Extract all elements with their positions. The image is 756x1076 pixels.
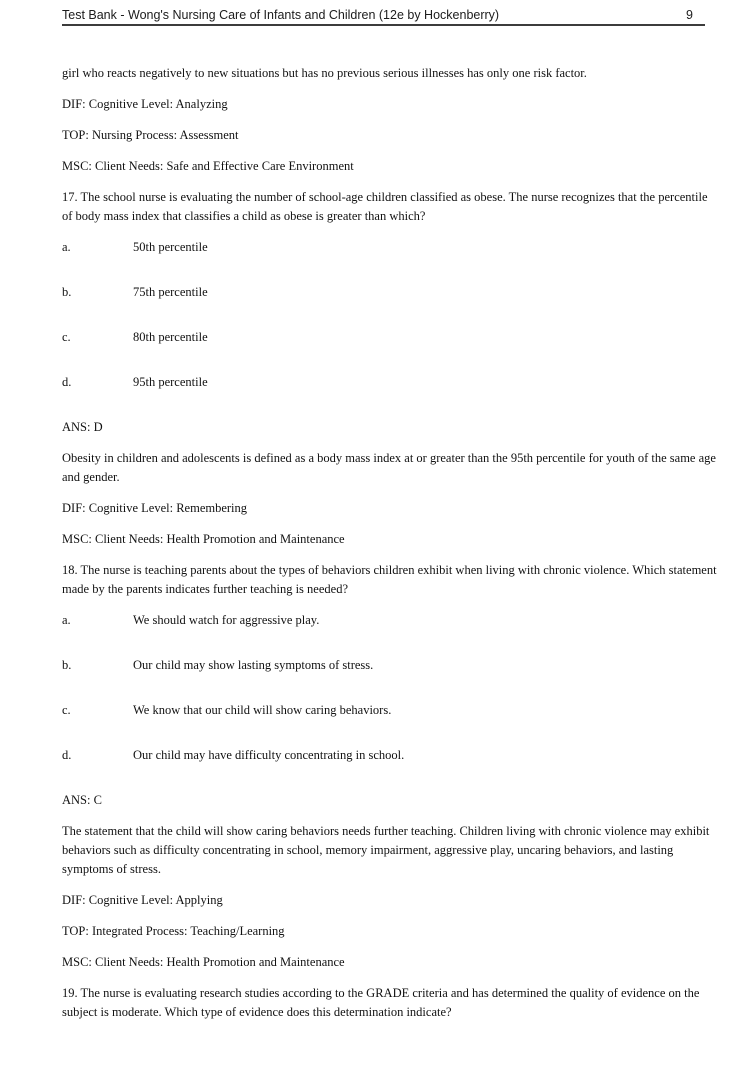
option-letter: b.	[62, 285, 72, 299]
page-header	[62, 8, 705, 26]
paragraph: girl who reacts negatively to new situations but has no previous serious illnesses has only one risk factor.	[62, 66, 587, 80]
option-text: 75th percentile	[133, 285, 208, 299]
option-text: 50th percentile	[133, 240, 208, 254]
answer-options	[62, 238, 717, 392]
option-row	[62, 373, 717, 392]
option-text: 80th percentile	[133, 330, 208, 344]
option-letter: c.	[62, 703, 71, 717]
option-letter: a.	[62, 240, 71, 254]
paragraph: Obesity in children and adolescents is defined as a body mass index at or greater than the 95th percentile for youth of the same age and gender.	[62, 451, 716, 484]
option-row	[62, 701, 717, 720]
paragraph: DIF: Cognitive Level: Analyzing	[62, 97, 228, 111]
page-number: 9	[686, 8, 693, 22]
option-text: Our child may have difficulty concentrating in school.	[133, 748, 405, 762]
paragraph: MSC: Client Needs: Safe and Effective Care Environment	[62, 159, 354, 173]
option-text: We know that our child will show caring behaviors.	[133, 703, 392, 717]
paragraph: TOP: Nursing Process: Assessment	[62, 128, 239, 142]
answer-text: ANS: D	[62, 420, 103, 434]
question-text: 17. The school nurse is evaluating the number of school-age children classified as obese. The nurse recognizes that the percentile of body mass index that classifies a child as obese is greater than which?	[62, 190, 708, 223]
option-text: We should watch for aggressive play.	[133, 613, 320, 627]
document-body	[62, 64, 717, 1022]
question-text: 19. The nurse is evaluating research studies according to the GRADE criteria and has determined the quality of evidence on the subject is moderate. Which type of evidence does this determination indicate?	[62, 986, 700, 1019]
option-letter: d.	[62, 748, 72, 762]
option-letter: d.	[62, 375, 72, 389]
option-row	[62, 656, 717, 675]
header-title: Test Bank - Wong's Nursing Care of Infants and Children (12e by Hockenberry)	[62, 8, 500, 22]
question-text: 18. The nurse is teaching parents about the types of behaviors children exhibit when living with chronic violence. Which statement made by the parents indicates further teaching is needed?	[62, 563, 717, 596]
option-row	[62, 238, 717, 257]
answer-options	[62, 611, 717, 765]
answer-text: ANS: C	[62, 793, 102, 807]
option-row	[62, 283, 717, 302]
paragraph: TOP: Integrated Process: Teaching/Learning	[62, 924, 285, 938]
paragraph: MSC: Client Needs: Health Promotion and Maintenance	[62, 532, 345, 546]
option-text: 95th percentile	[133, 375, 208, 389]
option-letter: a.	[62, 613, 71, 627]
option-letter: c.	[62, 330, 71, 344]
option-text: Our child may show lasting symptoms of stress.	[133, 658, 374, 672]
paragraph: The statement that the child will show caring behaviors needs further teaching. Children living with chronic violence may exhibit behaviors such as difficulty concentrating in school, memory impairment, aggressive play, uncaring behaviors, and lasting symptoms of stress.	[62, 824, 710, 876]
paragraph: DIF: Cognitive Level: Applying	[62, 893, 223, 907]
option-row	[62, 746, 717, 765]
paragraph: DIF: Cognitive Level: Remembering	[62, 501, 248, 515]
option-row	[62, 611, 717, 630]
option-letter: b.	[62, 658, 72, 672]
paragraph: MSC: Client Needs: Health Promotion and Maintenance	[62, 955, 345, 969]
option-row	[62, 328, 717, 347]
